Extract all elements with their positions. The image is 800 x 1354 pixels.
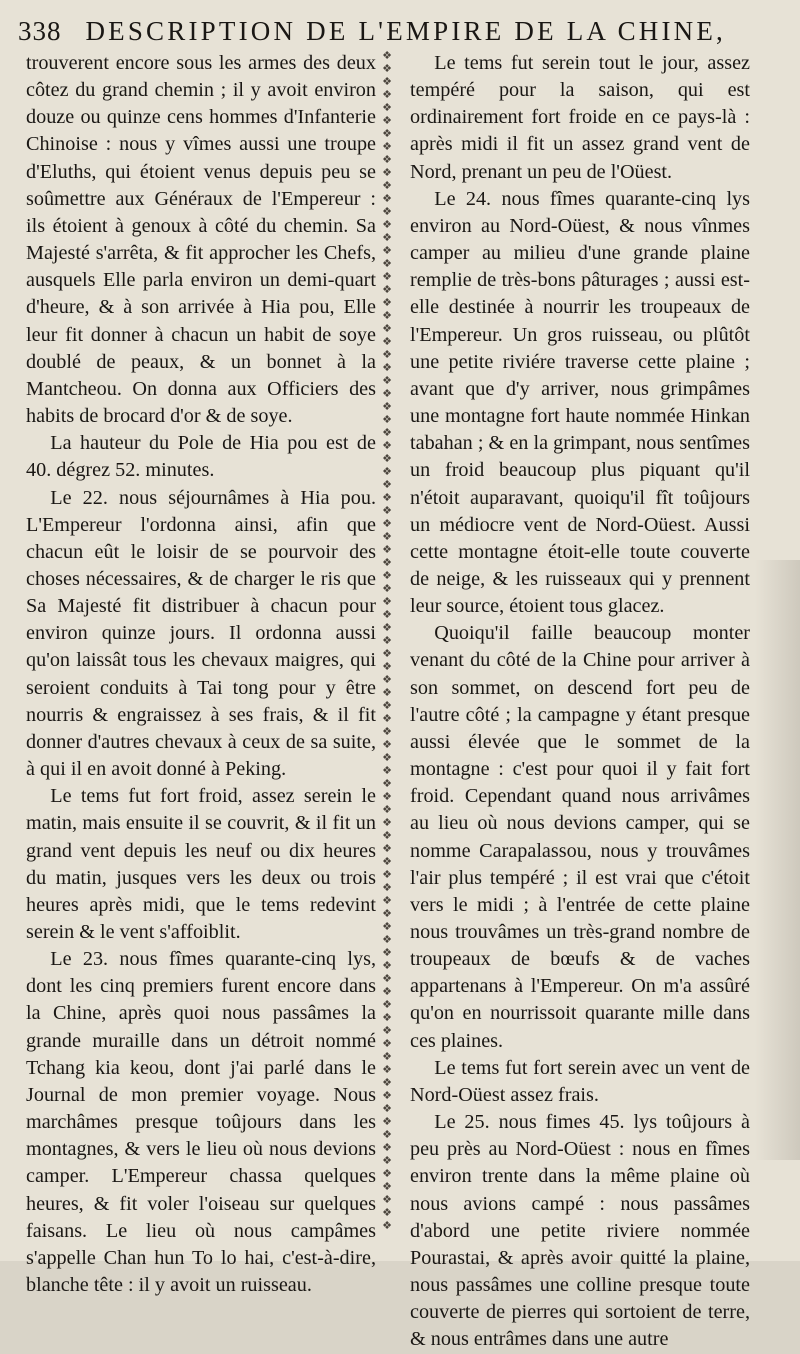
paragraph: Le tems fut serein tout le jour, assez tempéré pour la saison, qui est ordinairement fort froide en ce pays-là : après midi il fit un assez grand vent de Nord, prenant un peu de l'Oüest. [410,52,750,183]
paragraph: Le tems fut fort serein avec un vent de Nord-Oüest assez frais. [410,1056,750,1106]
page-number: 338 [18,16,62,46]
paragraph: Quoiqu'il faille beaucoup monter venant du côté de la Chine pour arriver à son sommet, on descend fort peu de l'autre côté ; la campagne y étant presque aussi élevée que le sommet de la montagne : c'est pour quoi il y fait fort froid. Cependant quand nous arrivâmes au lieu où nous devions camper, qui se nomme Carapalassou, nous y trouvâmes l'air plus tempéré ; il est vrai que c'étoit vers le midi ; à l'entrée de cette plaine nous trouvâmes un très-grand nombre de troupeaux de bœufs & de vaches appartenans à l'Empereur. On m'a assûré qu'on en nourrissoit quarante mille dans ces plaines. [410,622,750,1052]
paragraph: La hauteur du Pole de Hia pou est de 40. dégrez 52. minutes. [26,432,376,482]
running-title: DESCRIPTION DE L'EMPIRE DE LA CHINE, [85,16,727,46]
page-edge-shadow [755,560,800,1160]
right-column [410,50,750,1354]
left-column [26,50,376,1299]
paragraph: Le tems fut fort froid, assez serein le matin, mais ensuite il se couvrit, & il fit un grand vent depuis les neuf ou dix heures du matin, jusques vers les deux ou trois heures après midi, que le tems redevint serein & le vent s'affoiblit. [26,785,376,943]
paragraph: Le 23. nous fîmes quarante-cinq lys, dont les cinq premiers furent encore dans la Chine, après quoi nous passâmes la grande muraille dans un détroit nommé Tchang kia keou, dont j'ai parlé dans le Journal de mon premier voyage. Nous marchâmes presque toûjours dans les montagnes, & vers le lieu où nous devions camper. L'Empereur chassa quelques heures, & fit voler l'oiseau sur quelques faisans. Le lieu où nous campâmes s'appelle Chan hun To lo hai, c'est-à-dire, blanche tête : il y avoit un ruisseau. [26,948,376,1297]
page-header [18,16,778,50]
ornamental-column-divider: ❖ ❖ ❖ ❖ ❖ ❖ ❖ ❖ ❖ ❖ ❖ ❖ ❖ ❖ ❖ ❖ ❖ ❖ ❖ ❖ ❖ ❖ ❖ ❖ ❖ ❖ ❖ ❖ ❖ ❖ ❖ ❖ ❖ ❖ ❖ ❖ ❖ ❖ ❖ ❖ ❖ ❖ ❖ ❖ ❖ ❖ ❖ ❖ ❖ ❖ ❖ ❖ ❖ ❖ ❖ ❖ ❖ ❖ ❖ ❖ ❖ ❖ ❖ ❖ ❖ ❖ ❖ ❖ ❖ ❖ ❖ ❖ ❖ ❖ ❖ ❖ ❖ ❖ ❖ ❖ ❖ ❖ ❖ ❖ ❖ ❖ ❖ ❖ ❖ ❖ ❖ [382,50,392,1230]
paragraph: trouverent encore sous les armes des deux côtez du grand chemin ; il y avoit environ douze ou quinze cens hommes d'Infanterie Chinoise : nous y vîmes aussi une troupe d'Eluths, qui étoient venus depuis peu se soûmettre aux Généraux de l'Empereur : ils étoient à genoux à côté du chemin. Sa Majesté s'arrêta, & fit approcher les Chefs, ausquels Elle parla environ un demi-quart d'heure, & à son arrivée à Hia pou, Elle leur fit donner à chacun un habit de soye doublé de peaux, & un bonnet à la Mantcheou. On donna aux Officiers des habits de brocard d'or & de soye. [26,52,376,428]
paragraph: Le 22. nous séjournâmes à Hia pou. L'Empereur l'ordonna ainsi, afin que chacun eût le loisir de se pourvoir des choses nécessaires, & de charger le ris que Sa Majesté fit distribuer à chacun pour environ quinze jours. Il ordonna aussi qu'on laissât tous les chevaux maigres, qui seroient conduits à Tai tong pour y être nourris & engraissez à ses frais, & il fit donner d'autres chevaux à ceux de sa suite, à qui il en avoit donné à Peking. [26,486,376,781]
paragraph: Le 24. nous fîmes quarante-cinq lys environ au Nord-Oüest, & nous vînmes camper au milieu d'une grande plaine remplie de très-bons pâturages ; aussi est-elle destinée à nourrir les troupeaux de l'Empereur. Un gros ruisseau, ou plûtôt une petite riviére traverse cette plaine ; avant que d'y arriver, nous grimpâmes une montagne fort haute nommée Hinkan tabahan ; & en la grimpant, nous sentîmes un froid beaucoup plus piquant qu'il n'étoit auparavant, quoiqu'il fît toûjours un médiocre vent de Nord-Oüest. Aussi cette montagne étoit-elle toute couverte de neige, & les ruisseaux qui y prennent leur source, étoient tous glacez. [410,187,750,618]
paragraph: Le 25. nous fimes 45. lys toûjours à peu près au Nord-Oüest : nous en fîmes environ trente dans la même plaine où nous avions campé : nous passâmes d'abord une petite riviere nommée Pourastai, & après avoir quitté la plaine, nous passâmes une colline presque toute couverte de pierres qui sortoient de terre, & nous entrâmes dans une autre [410,1111,750,1351]
